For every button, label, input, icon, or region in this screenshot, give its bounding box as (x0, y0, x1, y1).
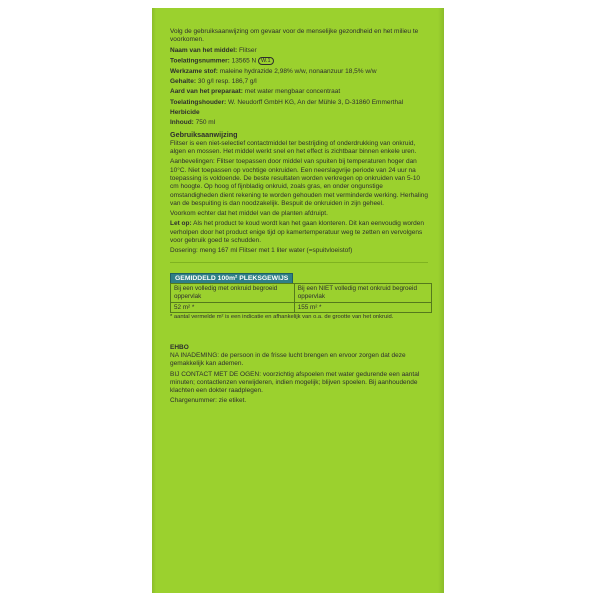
table-row (171, 302, 432, 313)
dosage-table (170, 283, 432, 313)
gebruik-p2: Aanbevelingen: Flitser toepassen door middel van spuiten bij temperaturen hoger dan 10°C. Niet toepassen op vochtige onkruiden. Een neerslagvrije periode van 24 uur na toepassing is voldoende. De beste resultaten worden verkregen op onkruiden van 5-10 cm hoogte. Op hoog of fijnbladig onkruid, zoals gras, en onder ongunstige omstandigheden dient rekening te worden gehouden met verminderde werking. Herhaling van de bespuiting is dan noodzakelijk. Bespuit de onkruiden in zijn geheel. (170, 158, 428, 207)
col1-value: 52 m² * (171, 302, 295, 313)
field-aard (170, 88, 428, 96)
inhoud-value: 750 ml (195, 119, 216, 127)
toelating-badge: W.1 (258, 57, 273, 66)
houder-label: Toelatingshouder: (170, 98, 227, 106)
chargenummer-text: Chargenummer: zie etiket. (170, 397, 247, 405)
inhoud-label: Inhoud: (170, 119, 194, 127)
label-content (170, 28, 428, 408)
field-werkzame-stof (170, 68, 428, 76)
gebruik-p3: Voorkom echter dat het middel van de planten afdruipt. (170, 210, 328, 218)
field-inhoud (170, 119, 428, 127)
col1-head: Bij een volledig met onkruid begroeid oppervlak (171, 283, 295, 302)
letop-text: Als het product te koud wordt kan het gaan klonteren. Dit kan eenvoudig worden verholpen door het product enige tijd op kamertemperatuur weg te zetten en vervolgens voor gebruik goed te schudden. (170, 220, 425, 245)
letop-label: Let op: (170, 220, 192, 228)
field-gehalte (170, 78, 428, 86)
divider (170, 262, 428, 263)
field-toelatingshouder (170, 99, 428, 107)
table-footnote: * aantal vermelde m² is een indicatie en afhankelijk van o.a. de grootte van het onkruid. (170, 314, 394, 321)
naam-value: Flitser (239, 46, 257, 54)
gehalte-label: Gehalte: (170, 77, 197, 85)
col2-head: Bij een NIET volledig met onkruid begroeid oppervlak (294, 283, 431, 302)
houder-value: W. Neudorff GmbH KG, An der Mühle 3, D-31860 Emmerthal (228, 98, 404, 106)
gebruik-title: Gebruiksaanwijzing (170, 130, 238, 140)
label-edge-shadow-left (152, 8, 156, 593)
dosage-table-block (170, 273, 428, 322)
product-label (152, 8, 444, 593)
table-row (171, 283, 432, 302)
aard-label: Aard van het preparaat: (170, 88, 243, 96)
ehbo-block (170, 344, 428, 396)
field-naam (170, 47, 428, 55)
dosering-text: Dosering: meng 167 ml Flitser met 1 liter water (=spuitvloeistof) (170, 247, 353, 255)
ehbo-ogen: BIJ CONTACT MET DE OGEN: voorzichtig afspoelen met water gedurende een aantal minuten; contactlenzen verwijderen, indien mogelijk; blijven spoelen. Bij aanhoudende klachten een dokter raadplegen. (170, 370, 420, 395)
toelating-value: 13565 N (231, 57, 257, 65)
gebruik-p1: Flitser is een niet-selectief contactmiddel ter bestrijding of onderdrukking van onkruid, algen en mossen. Het middel werkt snel en het effect is zichtbaar binnen enkele uren. (170, 139, 417, 156)
col2-value: 155 m² * (294, 302, 431, 313)
ehbo-title: EHBO (170, 343, 189, 351)
gehalte-value: 30 g/l resp. 186,7 g/l (197, 77, 257, 85)
ehbo-inademing: NA INADEMING: de persoon in de frisse lucht brengen en ervoor zorgen dat deze gemakkelijk kan ademen. (170, 351, 406, 368)
herbicide-text: Herbicide (170, 108, 200, 116)
intro-text: Volg de gebruiksaanwijzing om gevaar voor de menselijke gezondheid en het milieu te voorkomen. (170, 28, 419, 44)
werkzame-value: maleine hydrazide 2,98% w/w, nonaanzuur 18,5% w/w (219, 67, 377, 75)
letop-paragraph (170, 220, 428, 245)
dosage-table-header: GEMIDDELD 100m² PLEKSGEWIJS (170, 273, 293, 283)
toelating-label: Toelatingsnummer: (170, 57, 230, 65)
aard-value: met water mengbaar concentraat (244, 88, 341, 96)
label-edge-shadow-right (438, 8, 444, 593)
naam-label: Naam van het middel: (170, 46, 238, 54)
field-toelatingsnummer (170, 57, 428, 66)
werkzame-label: Werkzame stof: (170, 67, 218, 75)
